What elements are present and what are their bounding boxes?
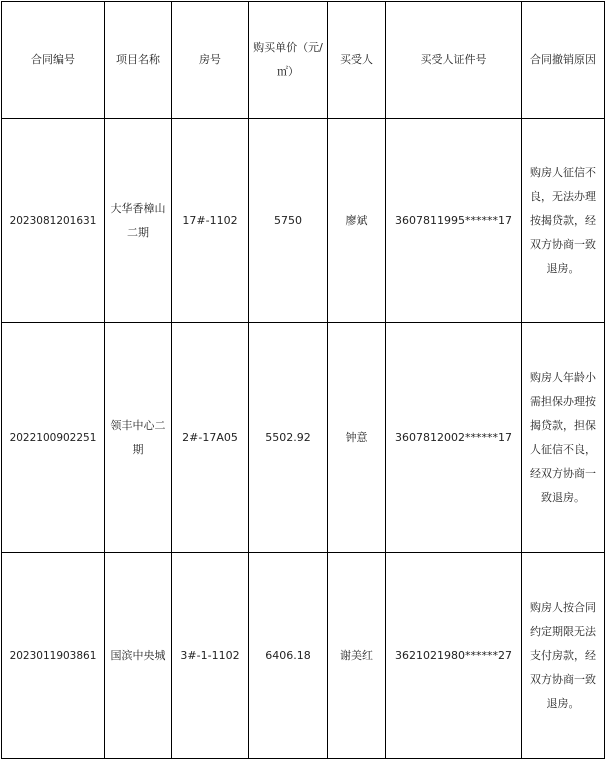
header-contract-no: 合同编号 bbox=[2, 2, 105, 119]
project-cell: 大华香樟山二期 bbox=[105, 119, 172, 323]
contract-no-cell: 2022100902251 bbox=[2, 323, 105, 553]
header-price: 购买单价（元/㎡） bbox=[249, 2, 328, 119]
reason-cell: 购房人按合同约定期限无法支付房款，经双方协商一致退房。 bbox=[522, 553, 605, 759]
table-header-row bbox=[2, 2, 605, 119]
room-cell: 3#-1-1102 bbox=[172, 553, 249, 759]
reason-cell: 购房人年龄小需担保办理按揭贷款，担保人征信不良，经双方协商一致退房。 bbox=[522, 323, 605, 553]
header-project: 项目名称 bbox=[105, 2, 172, 119]
header-buyer: 买受人 bbox=[328, 2, 386, 119]
project-cell: 领丰中心二期 bbox=[105, 323, 172, 553]
price-cell: 5502.92 bbox=[249, 323, 328, 553]
reason-cell: 购房人征信不良，无法办理按揭贷款，经双方协商一致退房。 bbox=[522, 119, 605, 323]
price-cell: 5750 bbox=[249, 119, 328, 323]
table-row bbox=[2, 119, 605, 323]
room-cell: 2#-17A05 bbox=[172, 323, 249, 553]
id-no-cell: 3621021980******27 bbox=[386, 553, 522, 759]
table-row bbox=[2, 323, 605, 553]
project-cell: 国滨中央城 bbox=[105, 553, 172, 759]
price-cell: 6406.18 bbox=[249, 553, 328, 759]
header-room: 房号 bbox=[172, 2, 249, 119]
buyer-cell: 谢美红 bbox=[328, 553, 386, 759]
id-no-cell: 3607812002******17 bbox=[386, 323, 522, 553]
header-reason: 合同撤销原因 bbox=[522, 2, 605, 119]
contract-no-cell: 2023081201631 bbox=[2, 119, 105, 323]
buyer-cell: 廖斌 bbox=[328, 119, 386, 323]
contract-cancellation-table bbox=[1, 1, 605, 759]
room-cell: 17#-1102 bbox=[172, 119, 249, 323]
id-no-cell: 3607811995******17 bbox=[386, 119, 522, 323]
buyer-cell: 钟意 bbox=[328, 323, 386, 553]
contract-no-cell: 2023011903861 bbox=[2, 553, 105, 759]
table-row bbox=[2, 553, 605, 759]
header-id-no: 买受人证件号 bbox=[386, 2, 522, 119]
